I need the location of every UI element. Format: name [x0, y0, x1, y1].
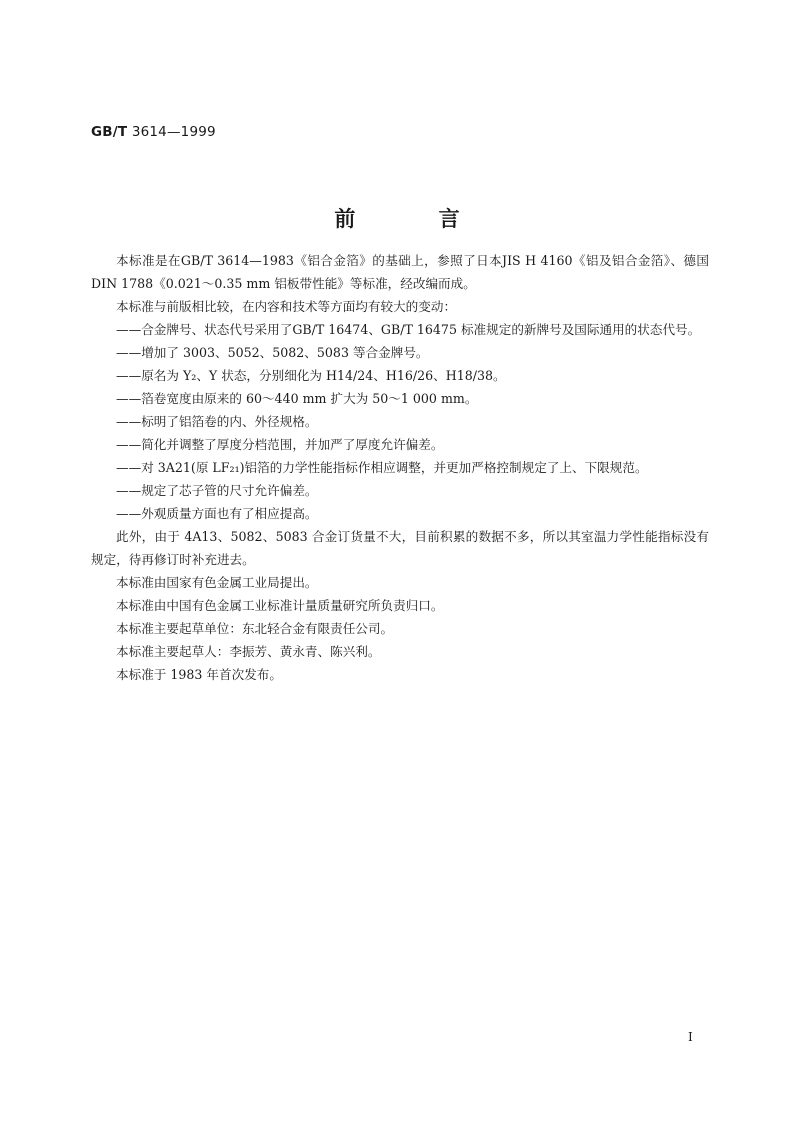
list-item: ——增加了 3003、5052、5082、5083 等合金牌号。 [116, 345, 429, 360]
list-item: ——规定了芯子管的尺寸允许偏差。 [116, 483, 318, 498]
document-code [91, 124, 216, 140]
list-item: ——简化并调整了厚度分档范围，并加严了厚度允许偏差。 [116, 437, 444, 452]
foreword-body [91, 249, 709, 686]
paragraph: 本标准由中国有色金属工业标准计量质量研究所负责归口。 [116, 598, 444, 613]
list-item: ——原名为 Y₂、Y 状态，分别细化为 H14/24、H16/26、H18/38。 [116, 368, 506, 383]
paragraph: 本标准主要起草单位：东北轻合金有限责任公司。 [116, 621, 394, 636]
list-item: ——外观质量方面也有了相应提高。 [116, 506, 318, 521]
list-item: ——箔卷宽度由原来的 60～440 mm 扩大为 50～1 000 mm。 [116, 391, 478, 406]
document-code-prefix: GB/T [91, 124, 128, 140]
paragraph: 本标准与前版相比较，在内容和技术等方面均有较大的变动： [116, 299, 457, 314]
list-item: ——合金牌号、状态代号采用了GB/T 16474、GB/T 16475 标准规定的新牌号及国际通用的状态代号。 [116, 322, 701, 337]
paragraph: 本标准是在GB/T 3614—1983《铝合金箔》的基础上，参照了日本JIS H 4160《铝及铝合金箔》、德国DIN 1788《0.021～0.35 mm 铝板带性能》等标准，经改编而成。 [91, 253, 709, 291]
document-code-number: 3614—1999 [131, 124, 216, 140]
paragraph: 本标准主要起草人：李振芳、黄永青、陈兴利。 [116, 644, 381, 659]
paragraph: 此外，由于 4A13、5082、5083 合金订货量不大，目前积累的数据不多，所以其室温力学性能指标没有规定，待再修订时补充进去。 [91, 529, 709, 567]
list-item: ——标明了铝箔卷的内、外径规格。 [116, 414, 318, 429]
paragraph: 本标准于 1983 年首次发布。 [116, 667, 282, 682]
page-number: I [688, 1030, 693, 1044]
page-title: 前 言 [334, 207, 498, 231]
paragraph: 本标准由国家有色金属工业局提出。 [116, 575, 318, 590]
list-item: ——对 3A21(原 LF₂₁)铝箔的力学性能指标作相应调整，并更加严格控制规定了上、下限规范。 [116, 460, 648, 475]
